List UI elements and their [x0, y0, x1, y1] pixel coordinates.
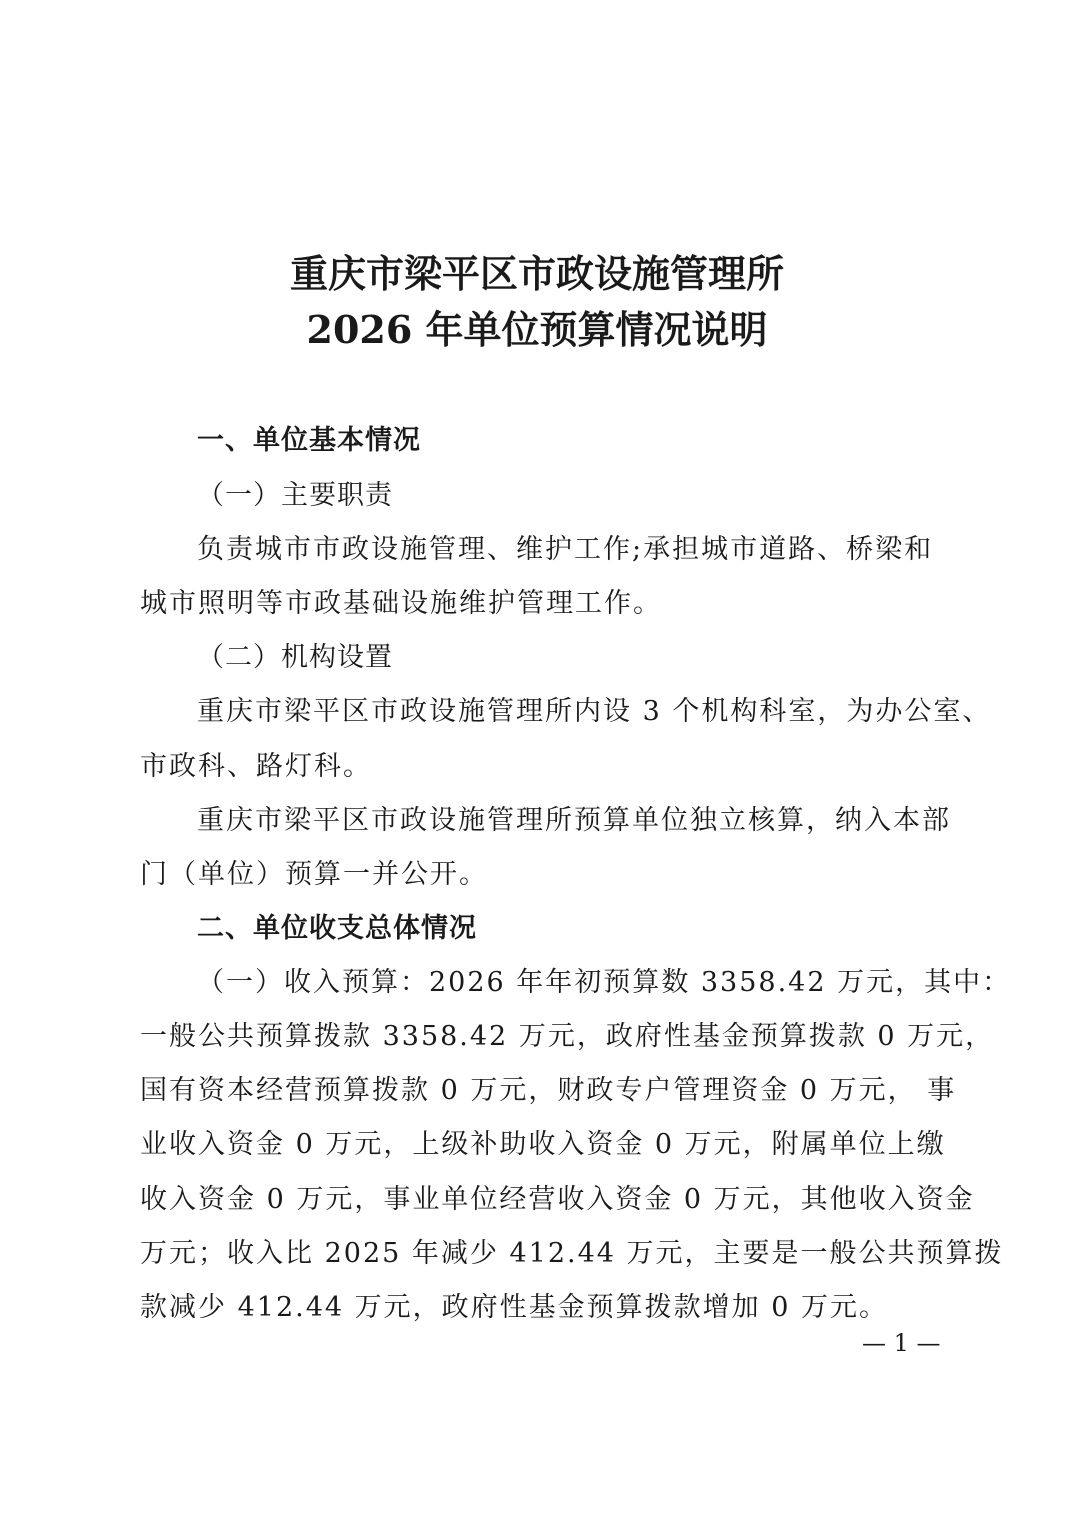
income-paragraph-line-3: 国有资本经营预算拨款 0 万元，财政专户管理资金 0 万元， 事 — [140, 1075, 957, 1106]
income-paragraph-line-2: 一般公共预算拨款 3358.42 万元，政府性基金预算拨款 0 万元， — [140, 1021, 995, 1052]
duties-paragraph-line-1: 负责城市市政设施管理、维护工作;承担城市道路、桥梁和 — [197, 534, 934, 565]
page-number: — 1 — — [862, 1329, 941, 1357]
income-paragraph-line-6: 万元；收入比 2025 年减少 412.44 万元，主要是一般公共预算拨 — [140, 1238, 1004, 1269]
income-paragraph-line-1: （一）收入预算：2026 年年初预算数 3358.42 万元，其中： — [197, 967, 1012, 998]
structure-paragraph-2-line-1: 重庆市梁平区市政设施管理所预算单位独立核算，纳入本部 — [197, 805, 951, 836]
document-title-line-2: 2026 年单位预算情况说明 — [306, 307, 768, 352]
section-1-heading: 一、单位基本情况 — [197, 425, 421, 456]
structure-paragraph-1-line-2: 市政科、路灯科。 — [140, 751, 372, 782]
duties-paragraph-line-2: 城市照明等市政基础设施维护管理工作。 — [140, 588, 662, 619]
income-paragraph-line-5: 收入资金 0 万元，事业单位经营收入资金 0 万元，其他收入资金 — [140, 1184, 975, 1215]
structure-paragraph-1-line-1: 重庆市梁平区市政设施管理所内设 3 个机构科室，为办公室、 — [197, 696, 992, 727]
section-2-heading: 二、单位收支总体情况 — [197, 913, 477, 944]
section-1-sub-2-heading: （二）机构设置 — [197, 642, 393, 673]
document-title-line-1: 重庆市梁平区市政设施管理所 — [289, 251, 784, 296]
structure-paragraph-2-line-2: 门（单位）预算一并公开。 — [140, 859, 488, 890]
income-paragraph-line-4: 业收入资金 0 万元，上级补助收入资金 0 万元，附属单位上缴 — [140, 1129, 946, 1160]
section-1-sub-1-heading: （一）主要职责 — [197, 480, 393, 511]
income-paragraph-line-7: 款减少 412.44 万元，政府性基金预算拨款增加 0 万元。 — [140, 1292, 888, 1323]
